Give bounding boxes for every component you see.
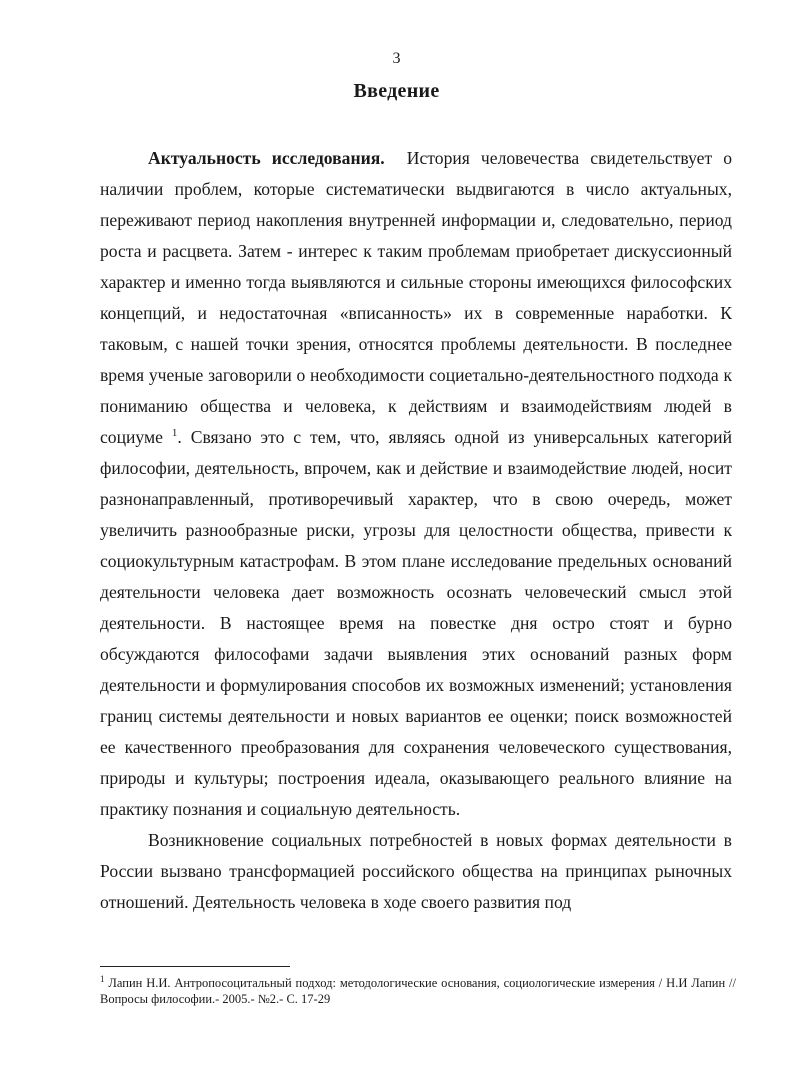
footnote-text: Лапин Н.И. Антропосоцитальный подход: методологические основания, социологические измерения / Н.И Лапин // Вопросы философии.- 2005.- №2.- С. 17-29	[100, 976, 736, 1006]
body-text	[100, 143, 732, 918]
footnote	[100, 975, 736, 1007]
paragraph-1-text-b: . Связано это с тем, что, являясь одной из универсальных категорий философии, деятельность, впрочем, как и действие и взаимодействие людей, носит разнонаправленный, противоречивый характер, что в свою очередь, может увеличить разнообразные риски, угрозы для целостности общества, привести к социокультурным катастрофам. В этом плане исследование предельных оснований деятельности человека дает возможность осознать человеческий смысл этой деятельности. В настоящее время на повестке дня остро стоят и бурно обсуждаются философами задачи выявления этих оснований разных форм деятельности и формулирования способов их возможных изменений; установления границ системы деятельности и новых вариантов ее оценки; поиск возможностей ее качественного преобразования для сохранения человеческого существования, природы и культуры; построения идеала, оказывающего реального влияние на практику познания и социальную деятельность.	[100, 427, 732, 819]
lead-phrase: Актуальность исследования.	[148, 148, 385, 168]
footnote-marker: 1	[100, 973, 105, 984]
footnote-reference: 1	[171, 427, 178, 440]
footnote-divider	[100, 966, 290, 967]
page-number: 3	[392, 50, 401, 67]
paragraph-1	[100, 143, 732, 825]
paragraph-1-text-a: История человечества свидетельствует о наличии проблем, которые систематически выдвигаются в число актуальных, переживают период накопления внутренней информации и, следовательно, период роста и расцвета. Затем - интерес к таким проблемам приобретает дискуссионный характер и именно тогда выявляются и сильные стороны имеющихся философских концепций, и недостаточная «вписанность» их в современные наработки. К таковым, с нашей точки зрения, относятся проблемы деятельности. В последнее время ученые заговорили о необходимости социетально-деятельностного подхода к пониманию общества и человека, к действиям и взаимодействиям людей в социуме	[100, 148, 733, 447]
paragraph-2: Возникновение социальных потребностей в новых формах деятельности в России вызвано трансформацией российского общества на принципах рыночных отношений. Деятельность человека в ходе своего развития под	[100, 830, 732, 912]
page-heading: Введение	[353, 80, 440, 102]
